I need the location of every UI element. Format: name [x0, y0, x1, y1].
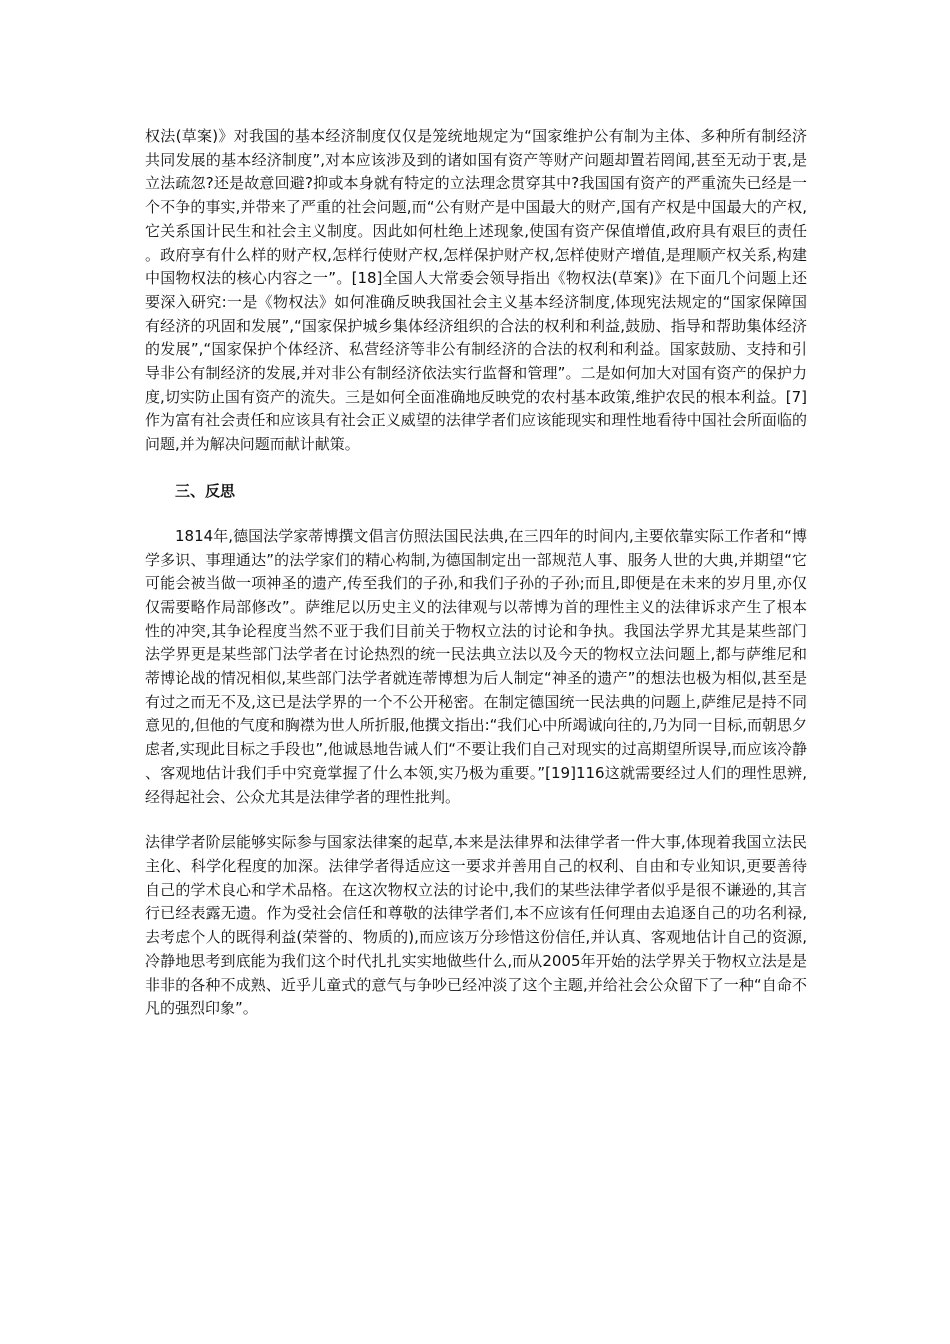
document-page: [145, 125, 807, 1021]
body-paragraph-3: 法律学者阶层能够实际参与国家法律案的起草,本来是法律界和法律学者一件大事,体现着我国立法民主化、科学化程度的加深。法律学者得适应这一要求并善用自己的权利、自由和专业知识,更要善待自己的学术良心和学术品格。在这次物权立法的讨论中,我们的某些法律学者似乎是很不谦逊的,其言行已经表露无遗。作为受社会信任和尊敬的法律学者们,本不应该有任何理由去追逐自己的功名利禄,去考虑个人的既得利益(荣誉的、物质的),而应该万分珍惜这份信任,并认真、客观地估计自己的资源,冷静地思考到底能为我们这个时代扎扎实实地做些什么,而从2005年开始的法学界关于物权立法是是非非的各种不成熟、近乎儿童式的意气与争吵已经冲淡了这个主题,并给社会公众留下了一种“自命不凡的强烈印象”。: [145, 833, 807, 1018]
body-paragraph-1: 权法(草案)》对我国的基本经济制度仅仅是笼统地规定为“国家维护公有制为主体、多种所有制经济共同发展的基本经济制度”,对本应该涉及到的诸如国有资产等财产问题却置若罔闻,甚至无动于衷,是立法疏忽?还是故意回避?抑或本身就有特定的立法理念贯穿其中?我国国有资产的严重流失已经是一个不争的事实,并带来了严重的社会问题,而“公有财产是中国最大的财产,国有产权是中国最大的产权,它关系国计民生和社会主义制度。因此如何杜绝上述现象,使国有资产保值增值,政府具有艰巨的责任。政府享有什么样的财产权,怎样行使财产权,怎样保护财产权,怎样使财产增值,是理顺产权关系,构建中国物权法的核心内容之一”。[18]全国人大常委会领导指出《物权法(草案)》在下面几个问题上还要深入研究:一是《物权法》如何准确反映我国社会主义基本经济制度,体现宪法规定的“国家保障国有经济的巩固和发展”,“国家保护城乡集体经济组织的合法的权利和利益,鼓励、指导和帮助集体经济的发展”,“国家保护个体经济、私营经济等非公有制经济的合法的权利和利益。国家鼓励、支持和引导非公有制经济的发展,并对非公有制经济依法实行监督和管理”。二是如何加大对国有资产的保护力度,切实防止国有资产的流失。三是如何全面准确地反映党的农村基本政策,维护农民的根本利益。[7]作为富有社会责任和应该具有社会正义威望的法律学者们应该能现实和理性地看待中国社会所面临的问题,并为解决问题而献计献策。: [145, 127, 807, 454]
body-paragraph-2: 1814年,德国法学家蒂博撰文倡言仿照法国民法典,在三四年的时间内,主要依靠实际工作者和“博学多识、事理通达”的法学家们的精心构制,为德国制定出一部规范人事、服务人世的大典,并期望“它可能会被当做一项神圣的遗产,传至我们的子孙,和我们子孙的子孙;而且,即便是在未来的岁月里,亦仅仅需要略作局部修改”。萨维尼以历史主义的法律观与以蒂博为首的理性主义的法律诉求产生了根本性的冲突,其争论程度当然不亚于我们目前关于物权立法的讨论和争执。我国法学界尤其是某些部门法学界更是某些部门法学者在讨论热烈的统一民法典立法以及今天的物权立法问题上,都与萨维尼和蒂博论战的情况相似,某些部门法学者就连蒂博想为后人制定“神圣的遗产”的想法也极为相似,甚至是有过之而无不及,这已是法学界的一个不公开秘密。在制定德国统一民法典的问题上,萨维尼是持不同意见的,但他的气度和胸襟为世人所折服,他撰文指出:“我们心中所竭诚向往的,乃为同一目标,而朝思夕虑者,实现此目标之手段也”,他诚恳地告诫人们“不要让我们自己对现实的过高期望所误导,而应该冷静、客观地估计我们手中究竟掌握了什么本领,实乃极为重要。”[19]116这就需要经过人们的理性思辨,经得起社会、公众尤其是法律学者的理性批判。: [145, 526, 807, 806]
section-heading: 三、反思: [175, 481, 236, 500]
